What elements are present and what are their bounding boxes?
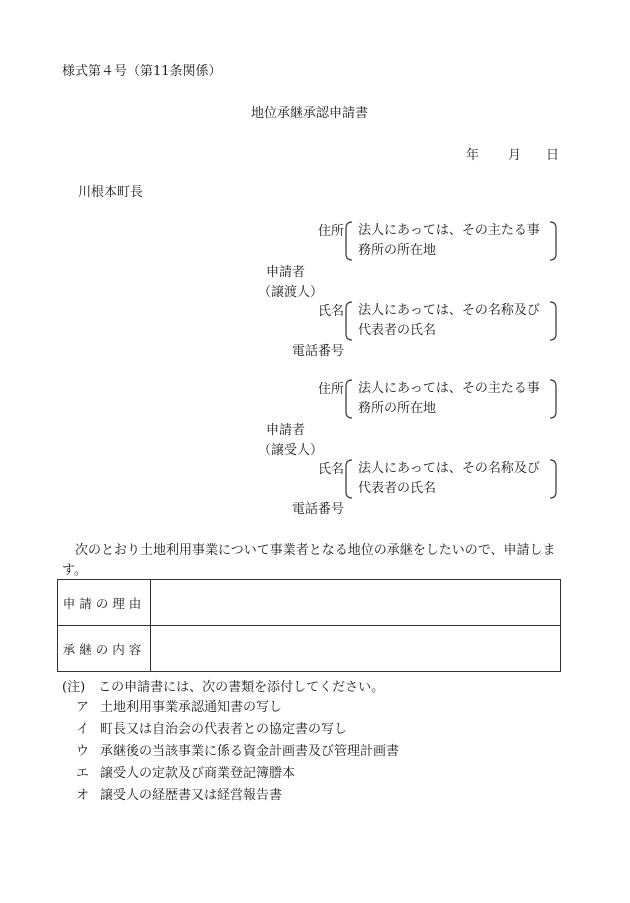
note-text: 譲受人の経歴書又は経営報告書 <box>100 788 283 803</box>
transferee-name-note-line2: 代表者の氏名 <box>358 481 437 496</box>
note-mark: ウ <box>76 744 90 759</box>
transferor-name-note <box>342 301 560 339</box>
transferor-address-note-line1: 法人にあっては、その主たる事 <box>358 223 540 238</box>
intro-paragraph: 次のとおり土地利用事業について事業者となる地位の承継をしたいので、申請します。 <box>62 543 556 578</box>
note-item <box>76 700 282 716</box>
transferee-role: （譲受人） <box>258 443 324 458</box>
transferee-address-note-line2: 務所の所在地 <box>358 401 437 416</box>
transferee-address-note <box>342 379 560 417</box>
transferee-address-label: 住所 <box>318 382 345 397</box>
form-number: 様式第４号（第11条関係） <box>62 64 222 79</box>
reason-field[interactable] <box>151 580 561 626</box>
note-text: 町長又は自治会の代表者との協定書の写し <box>100 722 348 737</box>
note-item <box>76 788 282 804</box>
transferor-name-note-line2: 代表者の氏名 <box>358 323 437 338</box>
reason-label: 申請の理由 <box>58 580 151 626</box>
transferor-applicant-label: 申請者 <box>266 265 306 280</box>
transferee-name-note <box>342 459 560 497</box>
transferee-phone-label: 電話番号 <box>292 502 345 517</box>
succession-content-label: 承継の内容 <box>58 626 151 672</box>
note-item <box>76 766 295 782</box>
transferee-name-label: 氏名 <box>318 462 345 477</box>
table-row <box>58 580 561 626</box>
note-mark: オ <box>76 788 90 803</box>
transferor-name-label: 氏名 <box>318 304 345 319</box>
date-year-label: 年 <box>466 148 480 163</box>
date-day-label: 日 <box>546 148 560 163</box>
note-text: 土地利用事業承認通知書の写し <box>100 700 283 715</box>
notes-heading: (注) この申請書には、次の書類を添付してください。 <box>62 680 385 695</box>
note-mark: エ <box>76 766 90 781</box>
transferee-applicant-label: 申請者 <box>266 423 306 438</box>
document-title: 地位承継承認申請書 <box>251 106 369 121</box>
note-text: 譲受人の定款及び商業登記簿謄本 <box>100 766 296 781</box>
transferor-role: （譲渡人） <box>258 285 324 300</box>
transferor-address-label: 住所 <box>318 224 345 239</box>
note-item <box>76 722 347 738</box>
note-mark: ア <box>76 700 90 715</box>
note-mark: イ <box>76 722 90 737</box>
note-text: 承継後の当該事業に係る資金計画書及び管理計画書 <box>100 744 400 759</box>
succession-content-field[interactable] <box>151 626 561 672</box>
addressee: 川根本町長 <box>78 185 144 200</box>
transferor-phone-label: 電話番号 <box>292 344 345 359</box>
transferee-address-note-line1: 法人にあっては、その主たる事 <box>358 381 540 396</box>
transferor-address-note <box>342 221 560 259</box>
transferee-name-note-line1: 法人にあっては、その名称及び <box>358 461 540 476</box>
note-item <box>76 744 399 760</box>
transferor-name-note-line1: 法人にあっては、その名称及び <box>358 303 540 318</box>
application-table <box>57 579 561 672</box>
table-row <box>58 626 561 672</box>
transferor-address-note-line2: 務所の所在地 <box>358 243 437 258</box>
date-month-label: 月 <box>508 148 522 163</box>
